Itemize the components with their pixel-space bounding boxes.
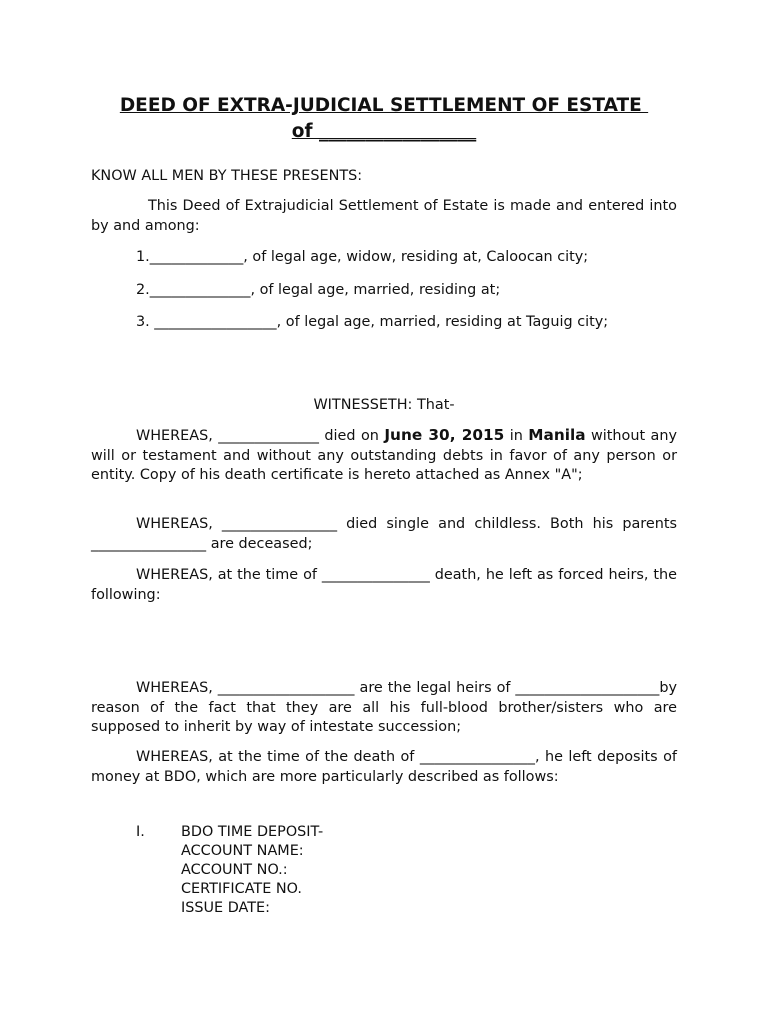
death-date: June 30, 2015 bbox=[384, 426, 505, 444]
deposit-block bbox=[181, 823, 323, 918]
whereas-paragraph-5 bbox=[91, 748, 677, 787]
party-1: 1._____________, of legal age, widow, residing at, Caloocan city; bbox=[136, 249, 589, 265]
whereas-paragraph-1 bbox=[91, 426, 677, 486]
whereas-1-lead: WHEREAS, ______________ died on bbox=[136, 428, 385, 444]
whereas-paragraph-2 bbox=[91, 515, 677, 554]
whereas-2-text: WHEREAS, ________________ died single and childless. Both his parents ________________ are deceased; bbox=[91, 516, 677, 552]
party-2: 2.______________, of legal age, married, residing at; bbox=[136, 282, 501, 298]
deposit-field-issue-date: ISSUE DATE: bbox=[181, 900, 270, 916]
whereas-1-mid: in bbox=[504, 428, 529, 444]
whereas-paragraph-4 bbox=[91, 679, 677, 738]
deposit-field-account-no: ACCOUNT NO.: bbox=[181, 862, 288, 878]
whereas-4-text: WHEREAS, ___________________ are the legal heirs of ____________________by reason of the fact that they are all his full-blood brother/sisters who are supposed to inherit by way of intestate succession; bbox=[91, 680, 677, 736]
whereas-5-text: WHEREAS, at the time of the death of ________________, he left deposits of money at BDO, which are more particularly described as follows: bbox=[91, 749, 677, 785]
intro-line: KNOW ALL MEN BY THESE PRESENTS: bbox=[91, 168, 363, 184]
whereas-paragraph-3 bbox=[91, 566, 677, 605]
deposit-numeral: I. bbox=[136, 824, 145, 840]
party-3: 3. _________________, of legal age, married, residing at Taguig city; bbox=[136, 314, 609, 330]
whereas-1-rest: without any will or testament and without any outstanding debts in favor of any person or entity. Copy of his death certificate is hereto attached as Annex "A"; bbox=[91, 428, 677, 484]
whereas-3-text: WHEREAS, at the time of _______________ death, he left as forced heirs, the following: bbox=[91, 567, 677, 603]
deposit-field-account-name: ACCOUNT NAME: bbox=[181, 843, 304, 859]
deposit-field-certificate-no: CERTIFICATE NO. bbox=[181, 881, 302, 897]
witnesseth-heading: WITNESSETH: That- bbox=[313, 397, 455, 413]
opening-text: This Deed of Extrajudicial Settlement of Estate is made and entered into by and among: bbox=[91, 198, 677, 234]
document-title-subject: of _________________ bbox=[291, 121, 477, 142]
death-place: Manila bbox=[528, 426, 586, 444]
deposit-heading: BDO TIME DEPOSIT- bbox=[181, 824, 324, 840]
opening-paragraph bbox=[91, 197, 677, 236]
document-title: DEED OF EXTRA-JUDICIAL SETTLEMENT OF ESTATE bbox=[119, 95, 649, 116]
